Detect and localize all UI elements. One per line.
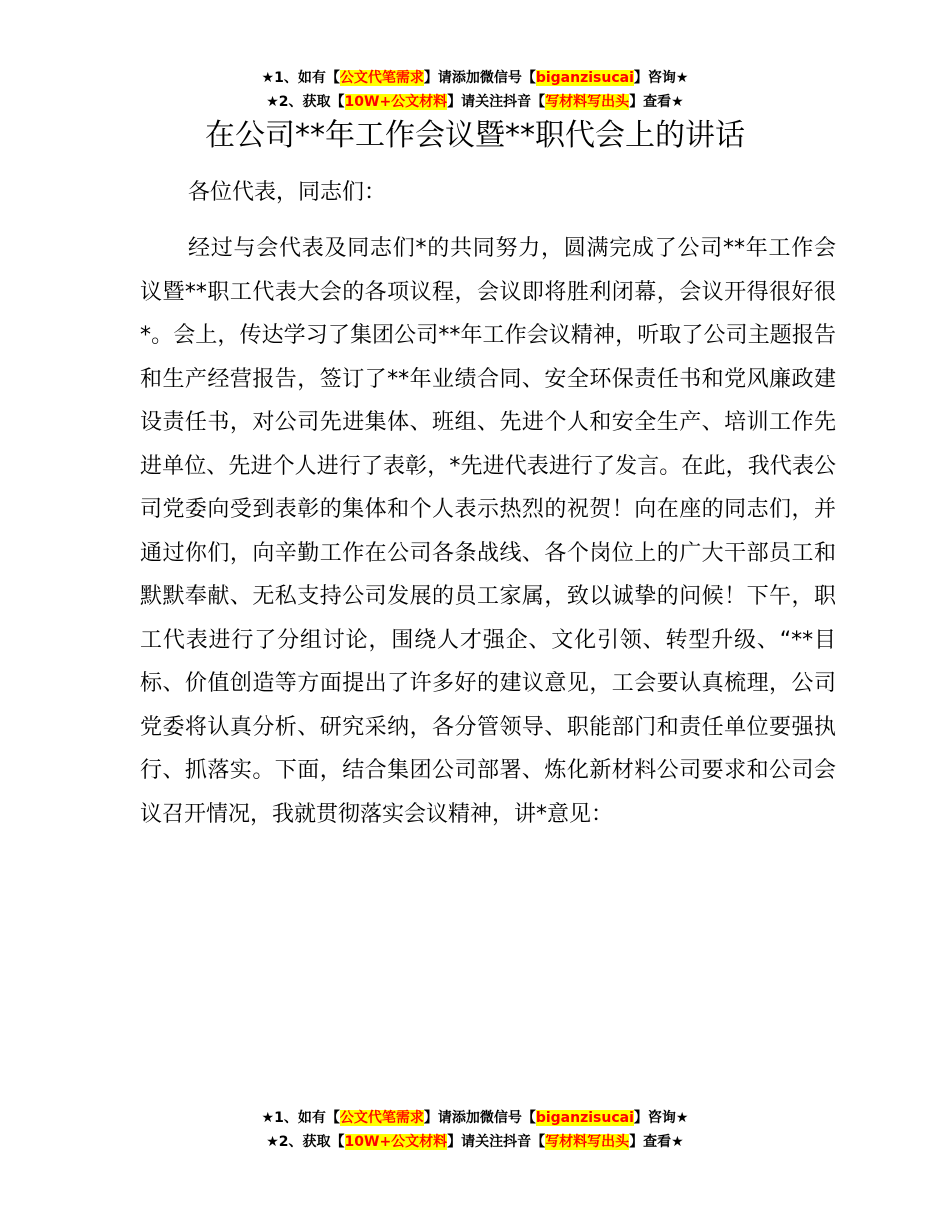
footer-line-2-middle: 】请关注抖音【 — [447, 1134, 546, 1150]
footer-banner — [0, 1106, 950, 1154]
footer-highlight-wechat: biganzisucai — [535, 1110, 634, 1126]
banner-highlight-materials: 10W+公文材料 — [344, 94, 448, 110]
banner-line-1 — [0, 66, 950, 90]
banner-line-2-middle: 】请关注抖音【 — [447, 94, 546, 110]
banner-line-2 — [0, 90, 950, 114]
header-banner — [0, 66, 950, 114]
footer-highlight-douyin: 写材料写出头 — [545, 1134, 630, 1150]
footer-banner-line-2 — [0, 1130, 950, 1154]
banner-line-1-suffix: 】咨询★ — [633, 70, 689, 86]
footer-line-2-suffix: 】查看★ — [629, 1134, 684, 1150]
footer-highlight-materials: 10W+公文材料 — [344, 1134, 448, 1150]
banner-line-2-prefix: ★2、获取【 — [266, 94, 345, 110]
footer-line-2-prefix: ★2、获取【 — [266, 1134, 345, 1150]
footer-line-1-prefix: ★1、如有【 — [261, 1110, 340, 1126]
salutation: 各位代表，同志们： — [188, 180, 387, 205]
footer-line-1-suffix: 】咨询★ — [633, 1110, 689, 1126]
body-paragraph: 经过与会代表及同志们*的共同努力，圆满完成了公司**年工作会议暨**职工代表大会的各项议程，会议即将胜利闭幕，会议开得很好很*。会上，传达学习了集团公司**年工作会议精神，听取了公司主题报告和生产经营报告，签订了**年业绩合同、安全环保责任书和党风廉政建设责任书，对公司先进集体、班组、先进个人和安全生产、培训工作先进单位、先进个人进行了表彰，*先进代表进行了发言。在此，我代表公司党委向受到表彰的集体和个人表示热烈的祝贺！向在座的同志们，并通过你们，向辛勤工作在公司各条战线、各个岗位上的广大干部员工和默默奉献、无私支持公司发展的员工家属，致以诚挚的问候！下午，职工代表进行了分组讨论，围绕人才强企、文化引领、转型升级、“**目标、价值创造等方面提出了许多好的建议意见，工会要认真梳理，公司党委将认真分析、研究采纳，各分管领导、职能部门和责任单位要强执行、抓落实。下面，结合集团公司部署、炼化新材料公司要求和公司会议召开情况，我就贯彻落实会议精神，讲*意见： — [140, 236, 836, 827]
footer-highlight-service: 公文代笔需求 — [339, 1110, 424, 1126]
footer-banner-line-1 — [0, 1106, 950, 1130]
banner-line-2-suffix: 】查看★ — [629, 94, 684, 110]
banner-line-1-prefix: ★1、如有【 — [261, 70, 340, 86]
banner-highlight-wechat: biganzisucai — [535, 70, 634, 86]
banner-highlight-douyin: 写材料写出头 — [545, 94, 630, 110]
banner-highlight-service: 公文代笔需求 — [339, 70, 424, 86]
banner-line-1-middle: 】请添加微信号【 — [423, 70, 536, 86]
document-title: 在公司**年工作会议暨**职代会上的讲话 — [205, 118, 745, 153]
footer-line-1-middle: 】请添加微信号【 — [423, 1110, 536, 1126]
